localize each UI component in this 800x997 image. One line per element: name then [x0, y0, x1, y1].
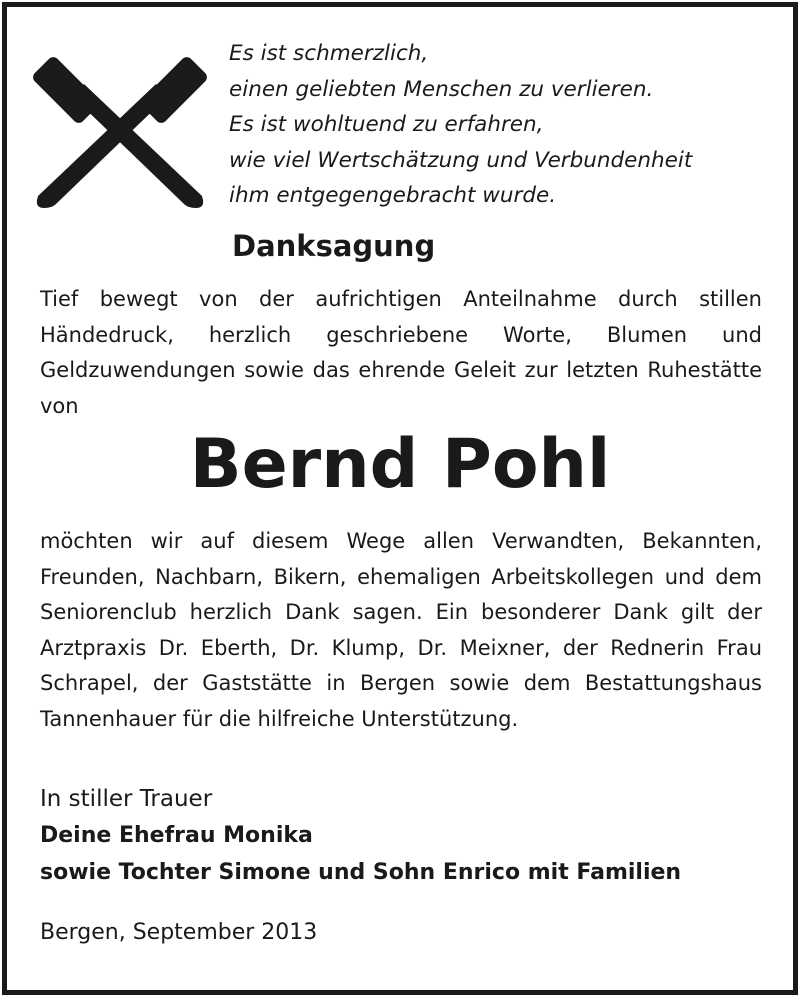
signature-spouse: Deine Ehefrau Monika: [40, 823, 313, 848]
poem-line: Es ist wohltuend zu erfahren,: [229, 112, 544, 137]
mourning-line: In stiller Trauer: [40, 786, 213, 812]
poem-line: einen geliebten Menschen zu verlieren.: [229, 76, 654, 102]
intro-paragraph: Tief bewegt von der aufrichtigen Anteilnahme durch stillen Händedruck, herzlich geschriebene Worte, Blumen und Geldzuwendungen sowie das ehrende Geleit zur letzten Ruhestätte von: [40, 287, 762, 418]
poem: [229, 36, 692, 214]
deceased-name: Bernd Pohl: [189, 425, 611, 504]
poem-line: wie viel Wertschätzung und Verbundenheit: [229, 147, 693, 173]
signature-family: sowie Tochter Simone und Sohn Enrico mit Familien: [40, 860, 682, 885]
thanks-paragraph: möchten wir auf diesem Wege allen Verwandten, Bekannten, Freunden, Nachbarn, Bikern, ehemaligen Arbeitskollegen und dem Seniorenclub herzlich Dank sagen. Ein besonderer Dank gilt der Arztpraxis Dr. Eberth, Dr. Klump, Dr. Meixner, der Rednerin Frau Schrapel, der Gaststätte in Bergen sowie dem Bestattungshaus Tannenhauer für die hilfreiche Unterstützung.: [40, 529, 762, 731]
place-date: Bergen, September 2013: [40, 920, 318, 945]
poem-line: ihm entgegengebracht wurde.: [229, 183, 557, 208]
notice-heading: Danksagung: [232, 229, 436, 263]
crossed-hammers-icon: [30, 38, 210, 218]
poem-line: Es ist schmerzlich,: [229, 41, 429, 66]
